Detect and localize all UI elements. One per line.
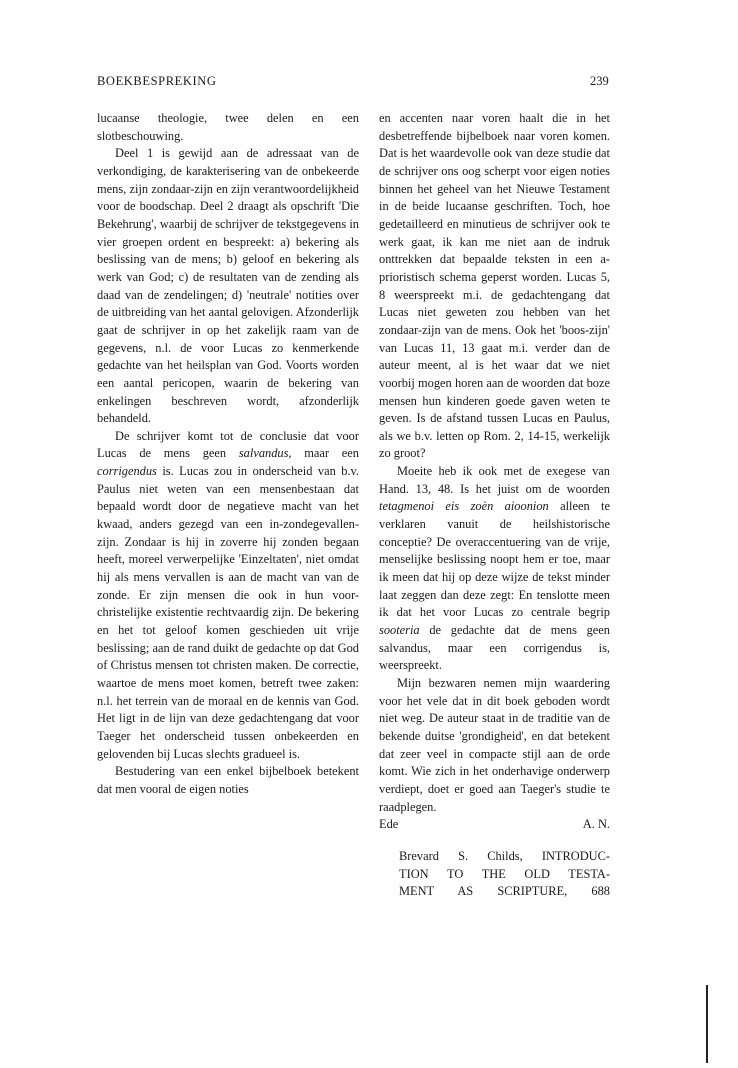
paragraph: De schrijver komt tot de conclusie dat voor Lucas de mens geen salvandus, maar een corrigendus is. Lucas zou in onderscheid van b.v. Paulus niet weten van een mensenbestaan dat bepaald wordt door de negatieve macht van het kwaad, anders gezegd van een in-zondegevallen-zijn. Zondaar is hij in zoverre hij zonden begaan heeft, moreel verwerpelijke 'Einzeltaten', niet omdat hij als mens vervallen is aan de macht van van de zonde. Er zijn mensen die ook in hun voor-christelijke existentie rechtvaardig zijn. De bekering en het tot geloof komen geschieden uit vrije beslissing; aan de rand duikt de gedachte op dat God of Christus mensen tot christen maken. De correctie, waartoe de mens moet komen, betreft twee zaken: n.l. het terrein van de moraal en de kennis van God. Het ligt in de lijn van deze gedachtengang dat voor Taeger het onderscheid tussen onbekeerden en gelovenden bij Lucas slechts gradueel is. xyxy=(97,428,360,761)
paragraph: en accenten naar voren haalt die in het desbetreffende bijbelboek naar voren komen. Dat is het waardevolle ook van deze studie dat de schrijver ons oog scherpt voor eigen noties binnen het geheel van het Nieuwe Testament in de beide lucaanse geschriften. Toch, hoe gedetailleerd en minutieus de schrijver ook te werk gaat, ik kan me niet aan de indruk onttrekken dat bepaalde teksten in een a-prioristisch schema geperst worden. Lucas 5, 8 weerspreekt m.i. de gedachtengang dat Lucas niet geweten zou hebben van het zondaar-zijn van de mens. Ook het 'boos-zijn' van Lucas 11, 13 gaat m.i. verder dan de auteur meent, al is het waar dat we niet voorbij mogen horen aan de woorden dat boze mensen hun kinderen goede gaven weten te geven. Is de afstand tussen Lucas en Paulus, als we b.v. letten op Rom. 2, 14-15, werkelijk zo groot? xyxy=(379,111,610,461)
paragraph: Deel 1 is gewijd aan de adressaat van de verkondiging, de karakterisering van de onbekeerde mens, zijn zondaar-zijn en zijn verantwoordelijkheid voor de boodschap. Deel 2 draagt als opschrift 'Die Bekehrung', waarbij de schrijver de tekstgegevens in vier groepen ordent en bespreekt: a) bekering als beslissing van de mens; b) geloof en bekering als werk van God; c) de resultaten van de zending als daad van de zendelingen; d) 'neutrale' notities over de uitbreiding van het aantal gelovigen. Afzonderlijk gaat de schrijver in op het zakelijk raam van de gegevens, n.l. de voor Lucas zo kenmerkende gedachte van het heilsplan van God. Voorts worden een aantal pericopen, waarin de bekering van enkelingen beschreven wordt, afzonderlijk behandeld. xyxy=(97,146,359,426)
emphasis: salvandus, xyxy=(238,446,292,461)
next-review-line: MENT AS SCRIPTURE, 688 xyxy=(399,884,610,899)
left-column xyxy=(97,110,359,799)
paragraph: Moeite heb ik ook met de exegese van Hand. 13, 48. Is het juist om de woorden tetagmenoi eis zoèn aioonion alleen te verklaren vanuit de heilshistorische conceptie? De overaccentuering van de vrije, menselijke beslissing noopt hem er toe, maar ik meen dat hij op deze wijze de tekst minder laat zeggen dan deze zegt: En tenslotte meen ik dat het voor Lucas zo centrale begrip sooteria de gedachte dat de mens geen salvandus, maar een corrigendus is, weerspreekt. xyxy=(379,464,610,673)
page-number: 239 xyxy=(590,74,609,88)
paragraph: lucaanse theologie, twee delen en een slotbeschouwing. xyxy=(97,111,359,143)
paragraph: Bestudering van een enkel bijbelboek betekent dat men vooral de eigen noties xyxy=(97,764,359,796)
reviewer-signature xyxy=(379,816,610,834)
emphasis: corrigendus xyxy=(97,464,157,479)
next-review-line: Brevard S. Childs, INTRODUC- xyxy=(399,848,610,863)
signature-place: Ede xyxy=(379,817,399,832)
right-column xyxy=(379,110,610,901)
next-review-heading xyxy=(399,848,610,901)
emphasis: tetagmenoi eis zoèn aioonion xyxy=(379,499,549,514)
emphasis: sooteria xyxy=(379,623,420,638)
next-review-line: TION TO THE OLD TESTA- xyxy=(399,866,610,881)
running-header-title: BOEKBESPREKING xyxy=(97,74,217,88)
signature-initials: A. N. xyxy=(582,817,610,832)
paragraph: Mijn bezwaren nemen mijn waardering voor het vele dat in dit boek geboden wordt niet weg. De auteur staat in de traditie van de bekende duitse 'grondigheid', en dat betekent dat zeer veel in compacte stijl aan de orde komt. Wie zich in het onderhavige onderwerp verdiept, doet er goed aan Taeger's studie te raadplegen. xyxy=(379,676,610,814)
scan-edge-line xyxy=(706,985,708,1063)
